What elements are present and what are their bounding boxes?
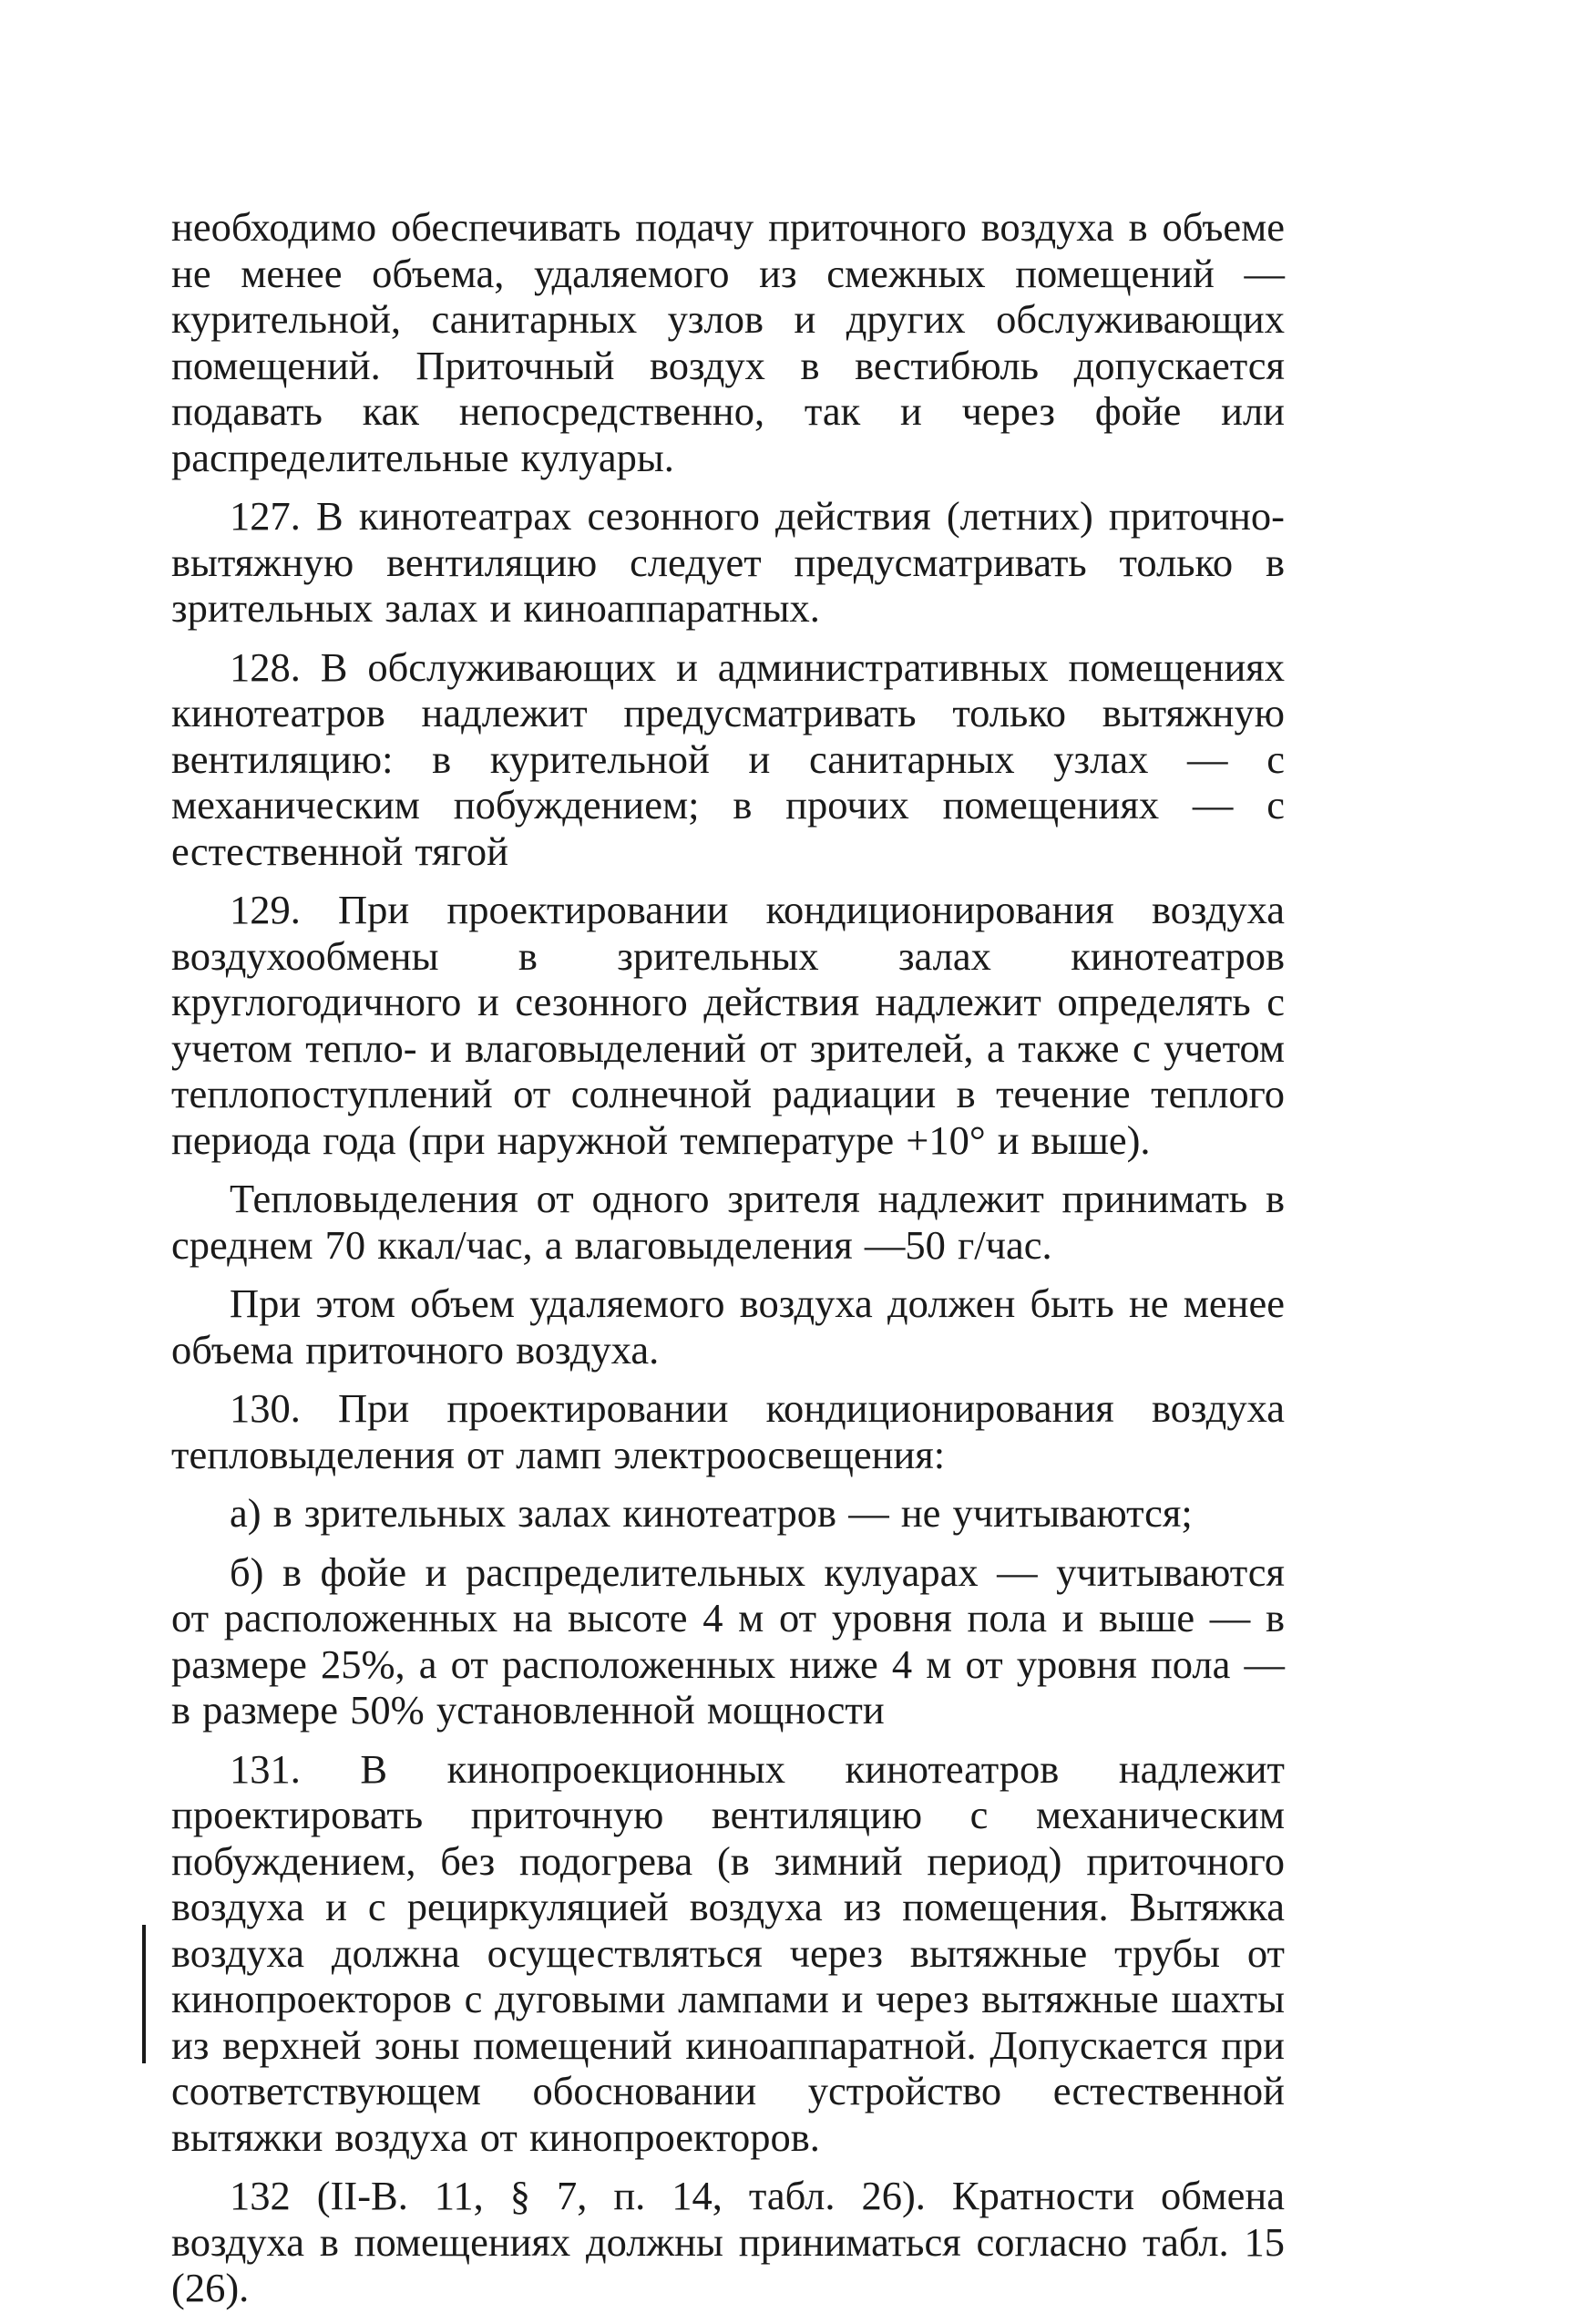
paragraph-130-item-a: а) в зрительных залах кинотеатров — не учитываются; — [230, 1490, 1193, 1536]
paragraph-132: 132 (II-В. 11, § 7, п. 14, табл. 26). Кратности обмена воздуха в помещениях должны приниматься согласно табл. 15 (26). — [171, 2173, 1285, 2310]
paragraph-130: 130. При проектировании кондиционирования воздуха тепловыделения от ламп электроосвещения: — [171, 1385, 1285, 1477]
paragraph-intro-continuation: необходимо обеспечивать подачу приточного воздуха в объеме не менее объема, удаляемого из смежных помещений — курительной, санитарных узлов и других обслуживающих помещений. Приточный воздух в вестибюль допускается подавать как непосредственно, так и через фойе или распределительные кулуары. — [171, 204, 1285, 480]
paragraph-129-heat-emission: Тепловыделения от одного зрителя надлежит принимать в среднем 70 ккал/час, а влаговыделения —50 г/час. — [171, 1176, 1285, 1268]
margin-change-bar — [142, 1925, 146, 2063]
paragraph-131: 131. В кинопроекционных кинотеатров надлежит проектировать приточную вентиляцию с механическим побуждением, без подогрева (в зимний период) приточного воздуха и с рециркуляцией воздуха из помещения. Вытяжка воздуха должна осуществляться через вытяжные трубы от кинопроекторов с дуговыми лампами и через вытяжные шахты из верхней зоны помещений киноаппаратной. Допускается при соответствующем обосновании устройство естественной вытяжки воздуха от кинопроекторов. — [171, 1745, 1285, 2160]
paragraph-127: 127. В кинотеатрах сезонного действия (летних) приточно-вытяжную вентиляцию следует предусматривать только в зрительных залах и киноаппаратных. — [171, 493, 1285, 631]
paragraph-129-air-volume: При этом объем удаляемого воздуха должен быть не менее объема приточного воздуха. — [171, 1280, 1285, 1373]
paragraph-129: 129. При проектировании кондиционирования воздуха воздухообмены в зрительных залах кинотеатров круглогодичного и сезонного действия надлежит определять с учетом тепло- и влаговыделений от зрителей, а также с учетом теплопоступлений от солнечной радиации в течение теплого периода года (при наружной температуре +10° и выше). — [171, 887, 1285, 1163]
paragraph-130-item-b: б) в фойе и распределительных кулуарах — учитываются от расположенных на высоте 4 м от уровня пола и выше — в размере 25%, а от расположенных ниже 4 м от уровня пола — в размере 50% установленной мощности — [171, 1548, 1285, 1733]
document-page — [171, 204, 1285, 2324]
paragraph-128: 128. В обслуживающих и административных помещениях кинотеатров надлежит предусматривать только вытяжную вентиляцию: в курительной и санитарных узлах — с механическим побуждением; в прочих помещениях — с естественной тягой — [171, 643, 1285, 874]
